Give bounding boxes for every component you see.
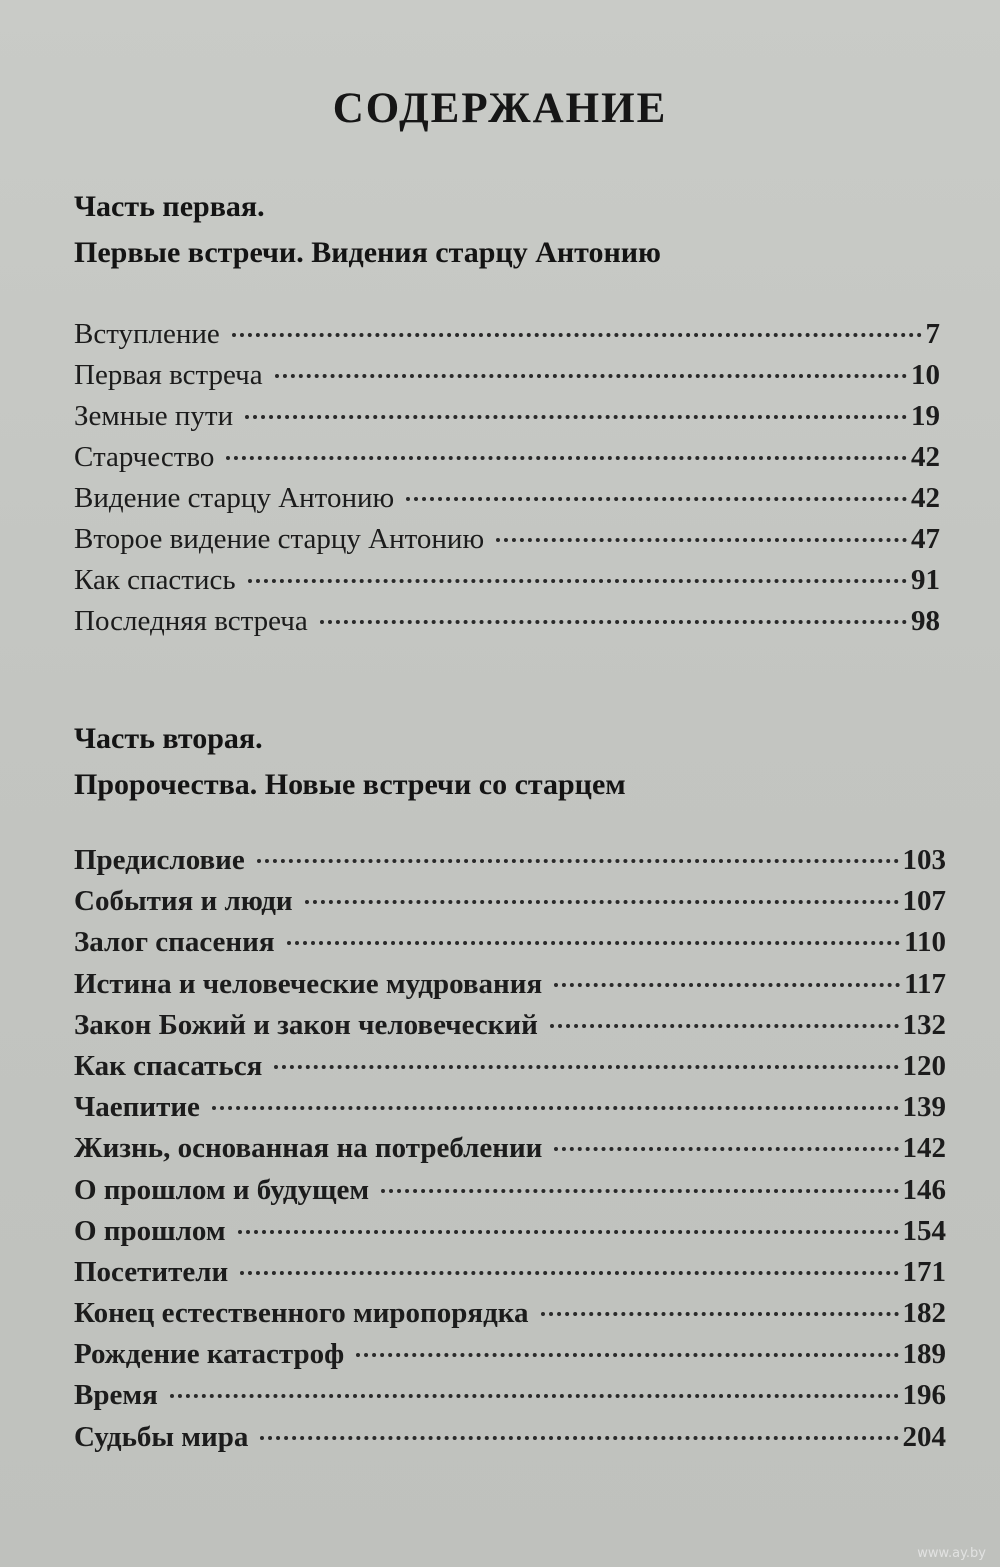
toc-entry: [74, 1091, 946, 1132]
toc-entry: [74, 523, 940, 564]
dot-leader: [275, 374, 907, 378]
dot-leader: [554, 983, 900, 987]
toc-entry-title: Второе видение старцу Антонию: [74, 523, 485, 555]
toc-entry-title: Жизнь, основанная на потреблении: [74, 1132, 543, 1165]
toc-entry: [74, 605, 940, 646]
toc-entry: [74, 926, 946, 967]
toc-entry: [74, 1297, 946, 1338]
toc-entry-title: Залог спасения: [74, 926, 275, 959]
toc-entry-page: 139: [902, 1091, 946, 1124]
dot-leader: [381, 1189, 898, 1193]
toc-entry-page: 146: [902, 1173, 946, 1206]
toc-entry-title: Время: [74, 1379, 158, 1412]
toc-entry-title: Судьбы мира: [74, 1420, 249, 1453]
dot-leader: [406, 497, 907, 501]
dot-leader: [287, 941, 901, 945]
toc-entry-title: Последняя встреча: [74, 605, 308, 637]
toc-entry-page: 196: [902, 1379, 946, 1412]
toc-entry-title: О прошлом: [74, 1214, 226, 1247]
part-one-label: Часть первая.: [74, 190, 265, 223]
dot-leader: [320, 620, 907, 624]
toc-entry: [74, 1050, 946, 1091]
toc-entry-page: 98: [911, 605, 940, 637]
toc-entry: [74, 441, 940, 482]
toc-entry: [74, 564, 940, 605]
toc-entry-page: 120: [902, 1049, 946, 1082]
dot-leader: [356, 1353, 898, 1357]
toc-entry-page: 154: [902, 1214, 946, 1247]
toc-entry: [74, 359, 940, 400]
site-watermark: www.ay.by: [917, 1546, 986, 1561]
toc-entry: [74, 1256, 946, 1297]
toc-entry-title: Как спасаться: [74, 1049, 263, 1082]
toc-entry-title: Рождение катастроф: [74, 1338, 345, 1371]
toc-entry-title: Закон Божий и закон человеческий: [74, 1008, 538, 1041]
toc-entry: [74, 1338, 946, 1379]
dot-leader: [496, 538, 907, 542]
toc-entry-page: 107: [902, 885, 946, 918]
toc-entry-title: Старчество: [74, 441, 215, 473]
toc-entry: [74, 844, 946, 885]
toc-entry: [74, 1174, 946, 1215]
dot-leader: [212, 1106, 899, 1110]
toc-entry-page: 110: [904, 926, 946, 959]
toc-entry-page: 117: [904, 967, 946, 1000]
toc-entry-title: Вступление: [74, 318, 220, 350]
dot-leader: [257, 859, 899, 863]
dot-leader: [541, 1312, 899, 1316]
toc-entry-title: Посетители: [74, 1255, 229, 1288]
toc-entry: [74, 1009, 946, 1050]
toc-entry-title: Первая встреча: [74, 359, 263, 391]
toc-entry-page: 204: [902, 1420, 946, 1453]
dot-leader: [170, 1394, 899, 1398]
part-one-subtitle: Первые встречи. Видения старцу Антонию: [74, 236, 661, 269]
dot-leader: [238, 1230, 899, 1234]
toc-entry-title: Земные пути: [74, 400, 234, 432]
dot-leader: [240, 1271, 898, 1275]
dot-leader: [274, 1065, 898, 1069]
toc-entry: [74, 318, 940, 359]
toc-entry-page: 171: [902, 1255, 946, 1288]
toc-entry-title: Чаепитие: [74, 1091, 200, 1124]
toc-entry-title: Конец естественного миропорядка: [74, 1297, 529, 1330]
toc-entry-page: 91: [911, 564, 940, 596]
toc-entry-title: Как спастись: [74, 564, 236, 596]
toc-entry: [74, 1421, 946, 1462]
part-two-subtitle: Пророчества. Новые встречи со старцем: [74, 768, 626, 801]
toc-entry-title: Видение старцу Антонию: [74, 482, 395, 514]
dot-leader: [550, 1024, 899, 1028]
toc-entry: [74, 1215, 946, 1256]
toc-entry-page: 19: [911, 400, 940, 432]
page-title: СОДЕРЖАНИЕ: [332, 85, 668, 132]
toc-entry-page: 182: [902, 1297, 946, 1330]
dot-leader: [226, 456, 907, 460]
part-one-contents: [74, 318, 940, 646]
toc-entry-page: 10: [911, 359, 940, 391]
toc-entry-title: Истина и человеческие мудрования: [74, 967, 543, 1000]
toc-entry-page: 189: [902, 1338, 946, 1371]
toc-entry: [74, 968, 946, 1009]
toc-entry-title: Предисловие: [74, 844, 245, 876]
toc-entry-page: 42: [911, 441, 940, 473]
dot-leader: [260, 1436, 898, 1440]
toc-entry-page: 132: [902, 1008, 946, 1041]
toc-entry: [74, 1132, 946, 1173]
toc-entry-page: 7: [925, 318, 940, 350]
dot-leader: [248, 579, 907, 583]
dot-leader: [232, 333, 922, 337]
dot-leader: [305, 900, 899, 904]
toc-entry: [74, 482, 940, 523]
toc-entry-title: О прошлом и будущем: [74, 1173, 370, 1206]
part-two-contents: [74, 844, 946, 1462]
toc-entry-title: События и люди: [74, 885, 293, 918]
part-two-label: Часть вторая.: [74, 722, 263, 755]
dot-leader: [245, 415, 907, 419]
toc-entry-page: 42: [911, 482, 940, 514]
toc-entry: [74, 1379, 946, 1420]
toc-entry: [74, 885, 946, 926]
toc-entry: [74, 400, 940, 441]
toc-entry-page: 103: [902, 844, 946, 876]
toc-entry-page: 142: [902, 1132, 946, 1165]
dot-leader: [554, 1147, 898, 1151]
toc-entry-page: 47: [911, 523, 940, 555]
